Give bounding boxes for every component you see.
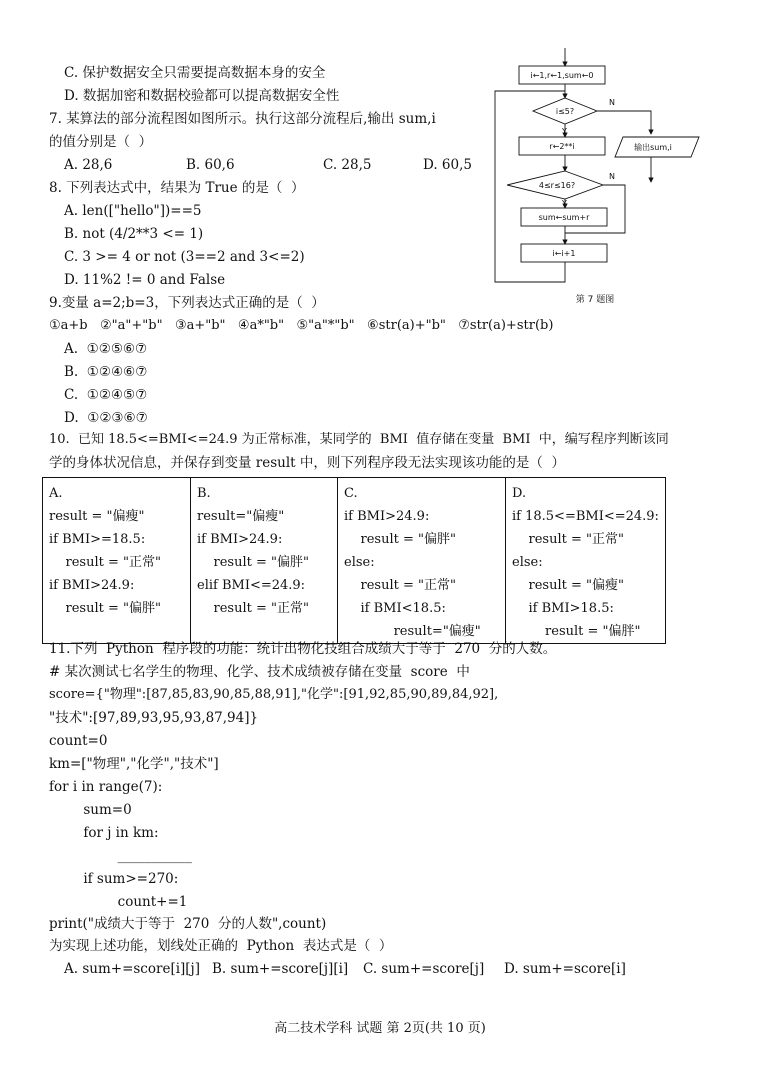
flow-cond1-text: i≤5? (555, 107, 575, 116)
q11-code-line: for j in km: (49, 825, 159, 841)
q11-option-b: B. sum+=score[j][i] (212, 961, 349, 977)
flow-init-text: i←1,r←1,sum←0 (530, 71, 594, 80)
q7-option-a: A. 28,6 (64, 157, 113, 173)
q6-option-c: C. 保护数据安全只需要提高数据本身的安全 (64, 65, 326, 81)
code-line: result = "偏胖" (49, 601, 161, 616)
page-footer: 高二技术学科 试题 第 2页(共 10 页) (274, 1021, 486, 1036)
flow-caption: 第 7 题图 (575, 295, 615, 305)
q7-stem-line1: 7. 某算法的部分流程图如图所示。执行这部分流程后,输出 sum,i (49, 111, 436, 127)
code-line: result="偏瘦" (344, 624, 481, 639)
code-line: if BMI>24.9: (197, 532, 283, 547)
q8-option-c: C. 3 >= 4 or not (3==2 and 3<=2) (64, 249, 305, 265)
q11-code-line: count=0 (49, 733, 108, 749)
code-line: result = "正常" (49, 555, 161, 570)
q10-option-b-cell (191, 478, 338, 644)
q7-flowchart (485, 48, 715, 308)
code-line: if BMI>24.9: (49, 578, 135, 593)
code-line: result="偏瘦" (197, 509, 285, 524)
q8-option-a: A. len(["hello"])==5 (64, 203, 202, 219)
q11-code-line: km=["物理","化学","技术"] (49, 756, 219, 772)
flow-add-sum-text: sum←sum+r (538, 213, 590, 222)
flow-no2-label: N (609, 172, 615, 181)
q11-code-line: count+=1 (49, 894, 188, 910)
code-line: result = "偏胖" (197, 555, 309, 570)
q11-option-d: D. sum+=score[i] (504, 961, 626, 977)
q9-option-c: C. ①②④⑤⑦ (64, 387, 148, 403)
code-line: result = "偏瘦" (512, 578, 624, 593)
q11-code-line: "技术":[97,89,93,95,93,87,94]} (49, 710, 259, 726)
q7-stem-line2: 的值分别是（ ） (49, 134, 153, 150)
code-line: else: (344, 555, 375, 570)
flow-cond2-text: 4≤r≤16? (538, 181, 576, 190)
q10-options-table (42, 477, 666, 644)
q11-option-c: C. sum+=score[j] (363, 961, 485, 977)
q11-code-line: for i in range(7): (49, 779, 163, 795)
code-line: D. (512, 486, 527, 501)
code-line: result = "正常" (344, 578, 456, 593)
q11-code-line: score={"物理":[87,85,83,90,85,88,91],"化学":[91,92,85,90,89,84,92], (49, 687, 499, 702)
code-line: result = "正常" (512, 532, 624, 547)
code-line: result = "正常" (197, 601, 309, 616)
q7-option-d: D. 60,5 (423, 157, 472, 173)
code-line: if BMI>=18.5: (49, 532, 146, 547)
code-line: if BMI<18.5: (344, 601, 446, 616)
q11-option-a: A. sum+=score[i][j] (64, 961, 201, 977)
q11-ask: 为实现上述功能，划线处正确的 Python 表达式是（ ） (49, 938, 393, 954)
q9-option-a: A. ①②⑤⑥⑦ (64, 341, 148, 357)
q10-stem-line1: 10. 已知 18.5<=BMI<=24.9 为正常标准，某同学的 BMI 值存储在变量 BMI 中，编写程序判断该同 (49, 432, 669, 447)
q8-option-b: B. not (4/2**3 <= 1) (64, 226, 204, 242)
q11-code-line: # 某次测试七名学生的物理、化学、技术成绩被存储在变量 score 中 (49, 664, 470, 680)
q11-code-line: print("成绩大于等于 270 分的人数",count) (49, 916, 327, 932)
flow-yes1-label: Y (562, 127, 567, 136)
code-line: C. (344, 486, 358, 501)
flow-inc-i-text: i←i+1 (552, 249, 576, 258)
code-line: result = "偏瘦" (49, 509, 145, 524)
q9-option-b: B. ①②④⑥⑦ (64, 364, 148, 380)
q10-option-c-cell (338, 478, 506, 644)
flow-no1-label: N (609, 98, 615, 107)
q8-stem: 8. 下列表达式中，结果为 True 的是（ ） (49, 180, 305, 196)
q10-option-d-cell (506, 478, 666, 644)
q10-option-a-cell (43, 478, 191, 644)
q11-code-line: if sum>=270: (49, 871, 179, 887)
q10-stem-line2: 学的身体状况信息，并保存到变量 result 中，则下列程序段无法实现该功能的是（ ） (49, 455, 565, 471)
q6-option-d: D. 数据加密和数据校验都可以提高数据安全性 (64, 88, 340, 104)
q7-option-c: C. 28,5 (323, 157, 372, 173)
code-line: if BMI>24.9: (344, 509, 430, 524)
code-line: if BMI>18.5: (512, 601, 614, 616)
q7-option-b: B. 60,6 (186, 157, 235, 173)
flow-output-text: 输出sum,i (634, 143, 672, 152)
q11-code-line: sum=0 (49, 802, 132, 818)
q9-items: ①a+b ②"a"+"b" ③a+"b" ④a*"b" ⑤"a"*"b" ⑥str(a)+"b" ⑦str(a)+str(b) (49, 318, 554, 333)
flow-yes2-label: Y (562, 199, 567, 208)
code-line: if 18.5<=BMI<=24.9: (512, 509, 659, 524)
code-line: B. (197, 486, 211, 501)
flow-assign-r-text: r←2**i (549, 142, 575, 151)
code-line: elif BMI<=24.9: (197, 578, 306, 593)
code-line: A. (49, 486, 63, 501)
q9-option-d: D. ①②③⑥⑦ (64, 410, 148, 426)
q11-blank-line: ___________ (49, 848, 192, 864)
code-line: result = "偏胖" (344, 532, 456, 547)
q8-option-d: D. 11%2 != 0 and False (64, 272, 226, 288)
code-line: result = "偏胖" (512, 624, 641, 639)
q11-stem: 11.下列 Python 程序段的功能：统计出物化技组合成绩大于等于 270 分的人数。 (49, 641, 557, 657)
code-line: else: (512, 555, 543, 570)
q9-stem: 9.变量 a=2;b=3，下列表达式正确的是（ ） (49, 295, 325, 311)
